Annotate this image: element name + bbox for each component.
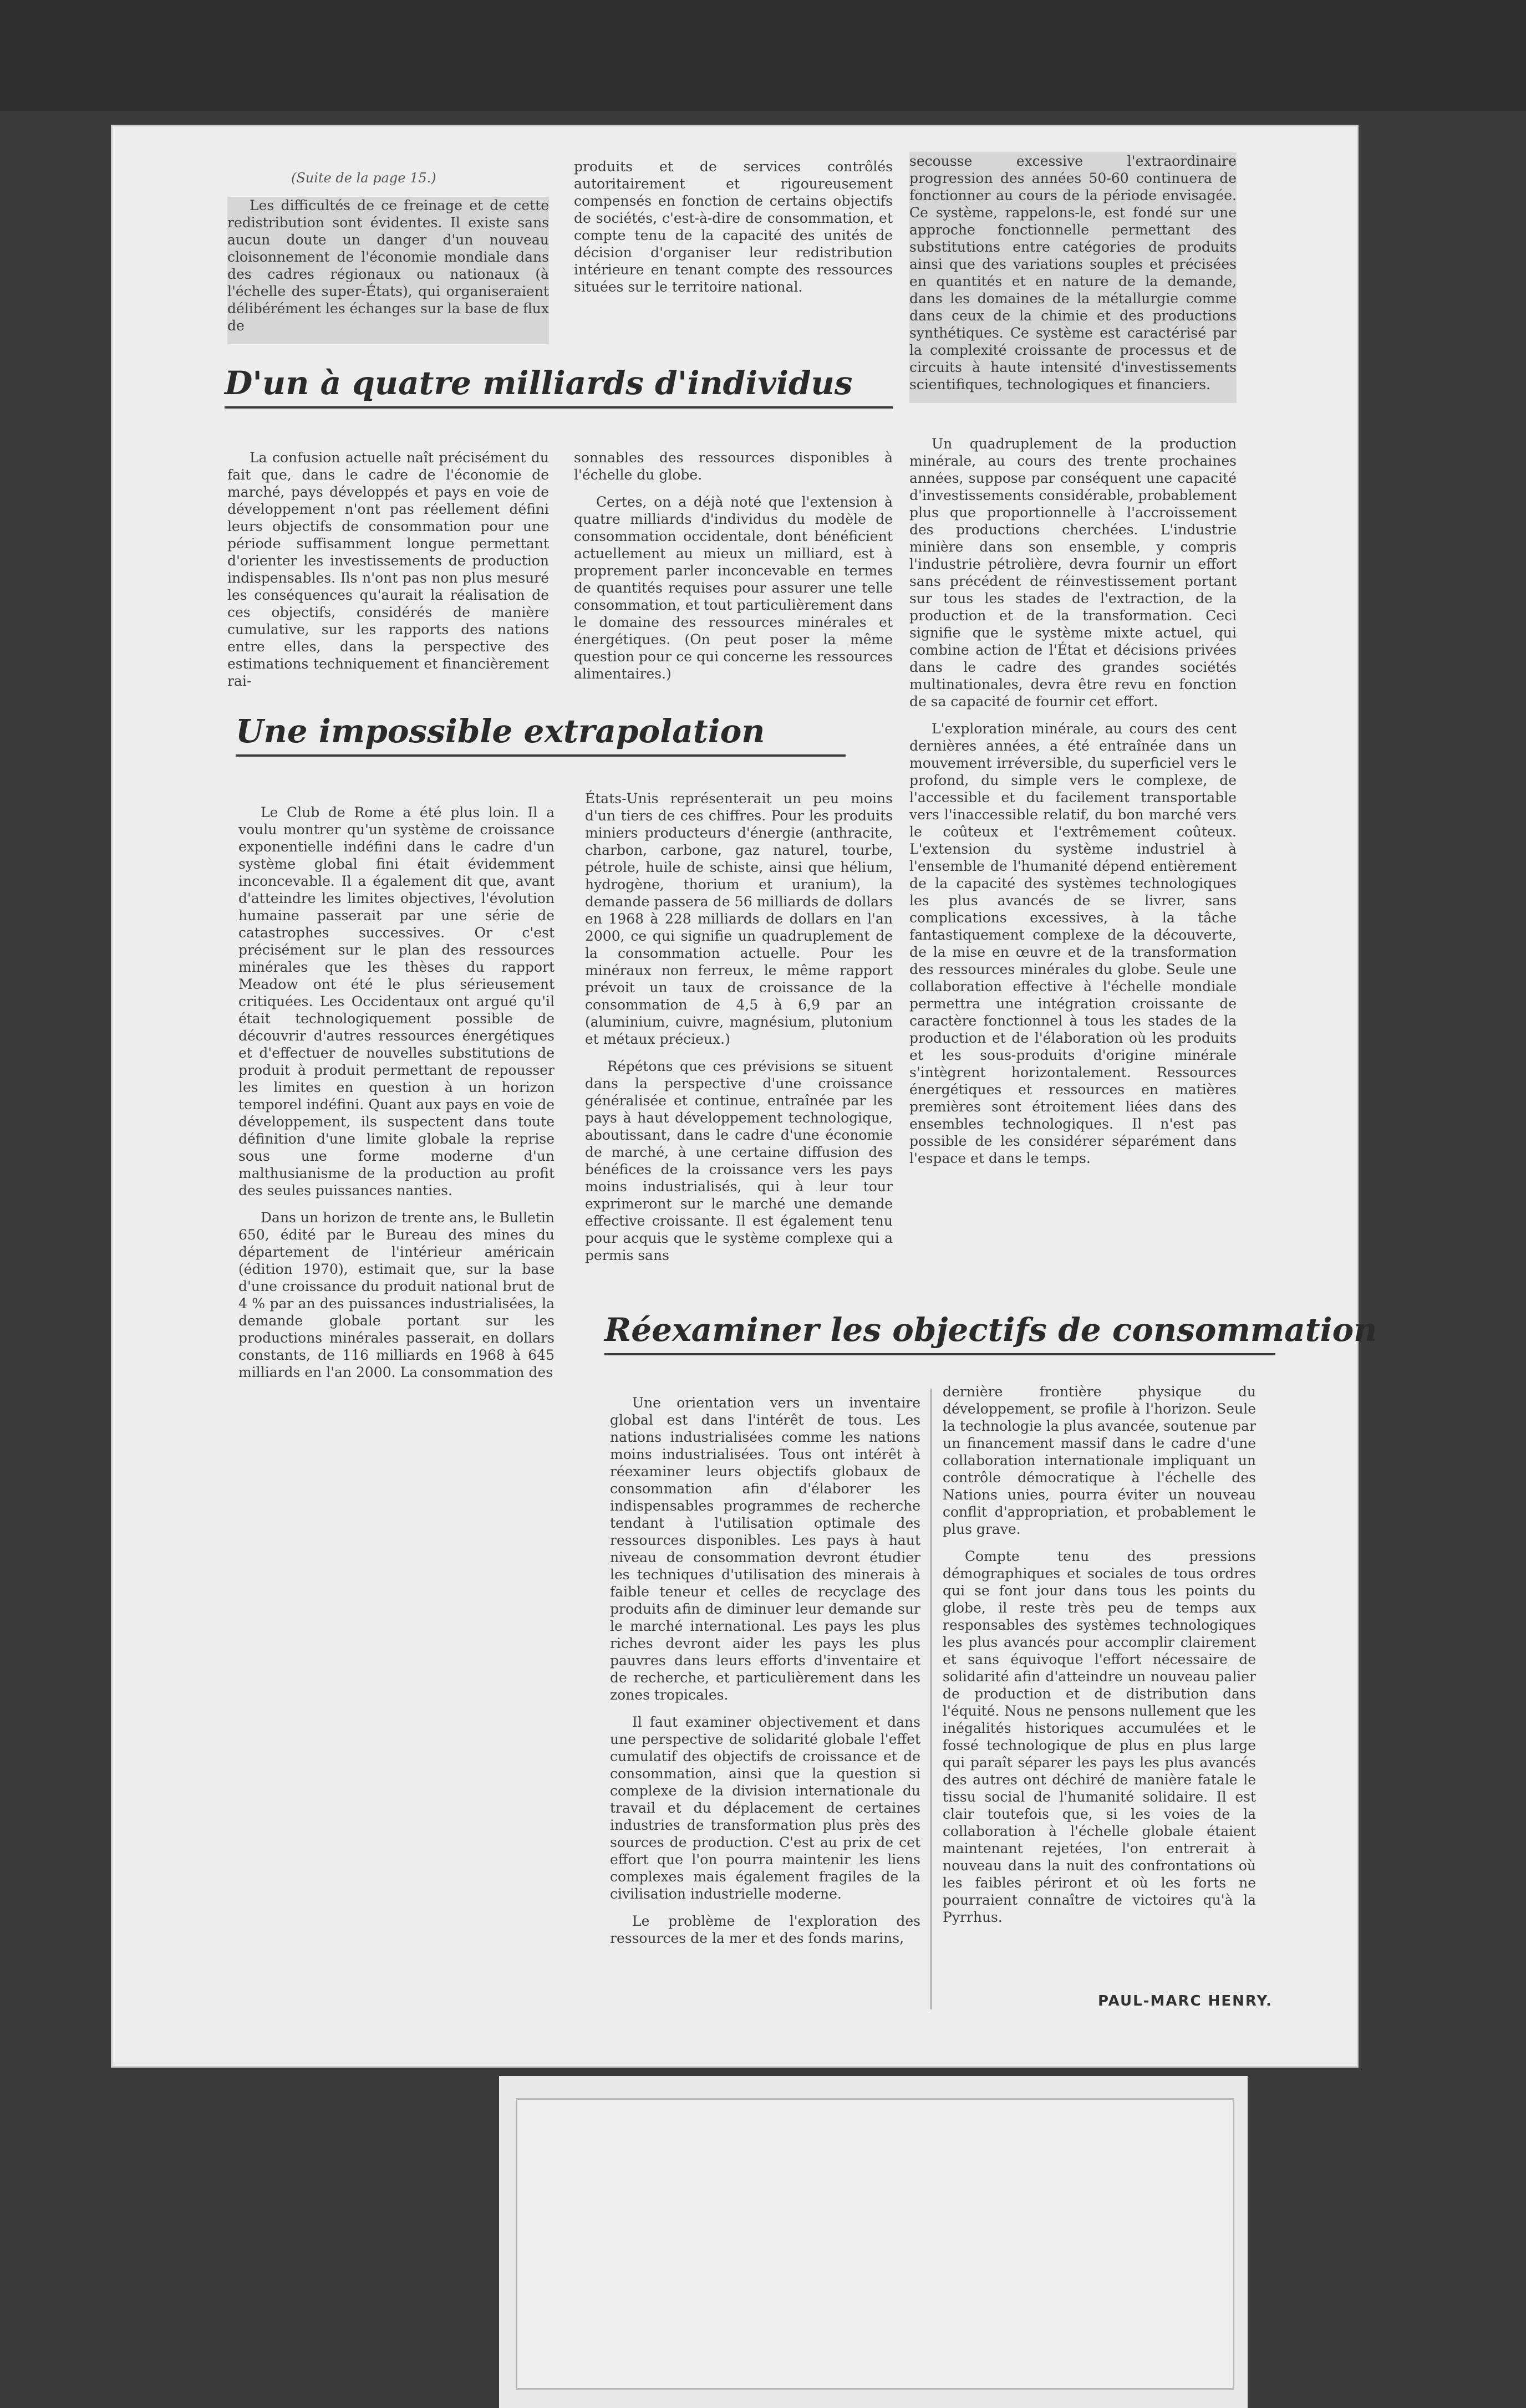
section1-col-1: La confusion actuelle naît précisément du fait que, dans le cadre de l'économie de marché, pays développés et pays en voie de développement n'ont pas réellement défini leurs objectifs de consommation pour une période suffisamment longue permettant d'orienter les investissements de production indispensables. Ils n'ont pas non plus mesuré les conséquences qu'aurait la réalisation de ces objectifs, considérés de manière cumulative, sur les rapports des nations entre elles, dans la perspective des estimations techniquement et financièrement rai- [227, 450, 549, 689]
intro-col-2: produits et de services contrôlés autoritairement et rigoureusement compensés en fonction de certains objectifs de sociétés, c'est-à-dire de consommation, et compte tenu de la capacité des unités de décision d'organiser leur redistribution intérieure en tenant compte des ressources situées sur le territoire national. [574, 159, 893, 295]
film-border [0, 0, 1526, 111]
author-signature: PAUL-MARC HENRY. [1098, 1993, 1273, 2009]
heading-reexamine-consumption: Réexaminer les objectifs de consommation [604, 1311, 1275, 1355]
section3-col-1: Une orientation vers un inventaire global est dans l'intérêt de tous. Les nations industrialisées comme les nations moins industrialisées. Tous ont intérêt à réexaminer leurs objectifs globaux de consommation afin d'élaborer les indispensables programmes de recherche tendant à l'utilisation optimale des ressources disponibles. Les pays à haut niveau de consommation devront étudier les techniques d'utilisation des minerais à faible teneur et celles de recyclage des produits afin de diminuer leur demande sur le marché international. Les pays les plus riches devront aider les pays les plus pauvres dans leurs efforts d'inventaire et de recherche, et particulièrement dans les zones tropicales. Il faut examiner objectivement et dans une perspective de solidarité globale l'effet cumulatif des objectifs de croissance et de consommation, ainsi que la question si complexe de la division internationale du travail et du déplacement de certaines industries de transformation plus près des sources de production. C'est au prix de cet effort que l'on pourra maintenir les liens complexes mais également fragiles de la civilisation industrielle moderne. Le problème de l'exploration des ressources de la mer et des fonds marins, [610, 1395, 920, 1946]
envelope-flap [516, 2098, 1234, 2390]
section2-col-1: Le Club de Rome a été plus loin. Il a voulu montrer qu'un système de croissance exponentielle indéfini dans le cadre d'un système global fini était évidemment inconcevable. Il a également dit que, avant d'atteindre les limites objectives, l'évolution humaine passerait par une série de catastrophes successives. Or c'est précisément sur le plan des ressources minérales que les thèses du rapport Meadow ont été le plus sérieusement critiquées. Les Occidentaux ont argué qu'il était technologiquement possible de découvrir d'autres ressources énergétiques et d'effectuer de nouvelles substitutions de produit à produit permettant de repousser les limites en question à un horizon temporel indéfini. Quant aux pays en voie de développement, ils suspectent dans toute définition d'une limite globale la reprise sous une forme moderne d'un malthusianisme de la production au profit des seules puissances nanties. Dans un horizon de trente ans, le Bulletin 650, édité par le Bureau des mines du département de l'intérieur américain (édition 1970), estimait que, sur la base d'une croissance du produit national brut de 4 % par an des puissances industrialisées, la demande globale portant sur les productions minérales passerait, en dollars constants, de 116 milliards en 1968 à 645 milliards en l'an 2000. La consommation des [238, 804, 555, 1380]
heading-impossible-extrapolation: Une impossible extrapolation [236, 712, 846, 757]
section3-col-2: dernière frontière physique du développement, se profile à l'horizon. Seule la technologie la plus avancée, soutenue par un financement massif dans le cadre d'une collaboration internationale impliquant un contrôle démocratique à l'échelle des Nations unies, pourra éviter un nouveau conflit d'appropriation, et probablement le plus grave. Compte tenu des pressions démographiques et sociales de tous ordres qui se font jour dans tous les points du globe, il reste très peu de temps aux responsables des systèmes technologiques les plus avancés pour accomplir clairement et sans équivoque l'effort nécessaire de solidarité afin d'atteindre un nouveau palier de production et de distribution dans l'équité. Nous ne pensons nullement que les inégalités historiques accumulées et le fossé technologique de plus en plus large qui paraît séparer les pays les plus avancés des autres ont déchiré de manière fatale le tissu social de l'humanité solidaire. Il est clair toutefois que, si les voies de la collaboration à l'échelle globale étaient maintenant rejetées, l'on entrerait à nouveau dans la nuit des confrontations où les faibles périront et où les forts ne pourraient connaître de victoires qu'à la Pyrrhus. [943, 1384, 1256, 1925]
column-divider [930, 1389, 932, 2009]
newspaper-clipping [111, 125, 1377, 2068]
section1-col-3: Un quadruplement de la production minérale, au cours des trente prochaines années, suppose par conséquent une capacité d'investissements considérable, probablement plus que proportionnelle à l'accroissement des productions cherchées. L'industrie minière dans son ensemble, y compris l'industrie pétrolière, devra fournir un effort sans précédent de réinvestissement portant sur tous les stades de l'extraction, de la production et de la transformation. Ceci signifie que le système mixte actuel, qui combine action de l'État et décisions privées dans le cadre des grandes sociétés multinationales, devra être revu en fonction de sa capacité de fournir cet effort. L'exploration minérale, au cours des cent dernières années, a été entraînée dans un mouvement irréversible, du superficiel vers le profond, du simple vers le complexe, de l'accessible et du facilement transportable vers l'inaccessible relatif, du bon marché vers le coûteux et l'extrêmement coûteux. L'extension du système industriel à l'ensemble de l'humanité dépend entièrement de la capacité des systèmes technologiques les plus avancés de se livrer, sans complications excessives, à la tâche fantastiquement complexe de la découverte, de la mise en œuvre et de la transformation des ressources minérales du globe. Seule une collaboration effective à l'échelle mondiale permettra une intégration croissante de caractère fonctionnel à tous les stades de la production et de l'élaboration où les produits et les sous-produits d'origine minérale s'intègrent horizontalement. Ressources énergétiques et ressources en matières premières sont étroitement liées dans des ensembles technologiques. Il n'est pas possible de les considérer séparément dans l'espace et dans le temps. [909, 436, 1237, 1166]
intro-col-1: Les difficultés de ce freinage et de cette redistribution sont évidentes. Il existe sans aucun doute un danger d'un nouveau cloisonnement de l'économie mondiale dans des cadres régionaux ou nationaux (à l'échelle des super-États), qui organiseraient délibérément les échanges sur la base de flux de [227, 197, 549, 344]
envelope [499, 2076, 1248, 2408]
section2-col-2: États-Unis représenterait un peu moins d'un tiers de ces chiffres. Pour les produits miniers producteurs d'énergie (anthracite, charbon, carbone, gaz naturel, tourbe, pétrole, huile de schiste, ainsi que hélium, hydrogène, thorium et uranium), la demande passera de 56 milliards de dollars en 1968 à 228 milliards de dollars en l'an 2000, ce qui signifie un quadruplement de la consommation actuelle. Pour les minéraux non ferreux, le même rapport prévoit un taux de croissance de la consommation de 4,5 à 6,9 par an (aluminium, cuivre, magnésium, plutonium et métaux précieux.) Répétons que ces prévisions se situent dans la perspective d'une croissance généralisée et continue, entraînée par les pays à haut développement technologique, aboutissant, dans le cadre d'une économie de marché, à une certaine diffusion des bénéfices de la croissance vers les pays moins industrialisés, qui à leur tour exprimeront sur le marché une demande effective croissante. Il est également tenu pour acquis que le système complexe qui a permis sans [585, 790, 893, 1263]
intro-col-3: secousse excessive l'extraordinaire progression des années 50-60 continuera de fonctionner au cours de la période envisagée. Ce système, rappelons-le, est fondé sur une approche fonctionnelle permettant des substitutions entre catégories de produits ainsi que des variations souples et précisées en quantités et en nature de la demande, dans les domaines de la métallurgie comme dans ceux de la chimie et des productions synthétiques. Ce système est caractérisé par la complexité croissante de processus et de circuits à haute intensité d'investissements scientifiques, technologiques et financiers. [909, 152, 1237, 403]
continuation-note: (Suite de la page 15.) [291, 170, 436, 186]
heading-one-to-four-billion: D'un à quatre milliards d'individus [225, 364, 893, 409]
section1-col-2: sonnables des ressources disponibles à l'échelle du globe. Certes, on a déjà noté que l'extension à quatre milliards d'individus du modèle de consommation occidentale, dont bénéficient actuellement au mieux un milliard, est à proprement parler inconcevable en termes de quantités requises pour assurer une telle consommation, et tout particulièrement dans le domaine des ressources minérales et énergétiques. (On peut poser la même question pour ce qui concerne les ressources alimentaires.) [574, 450, 893, 682]
